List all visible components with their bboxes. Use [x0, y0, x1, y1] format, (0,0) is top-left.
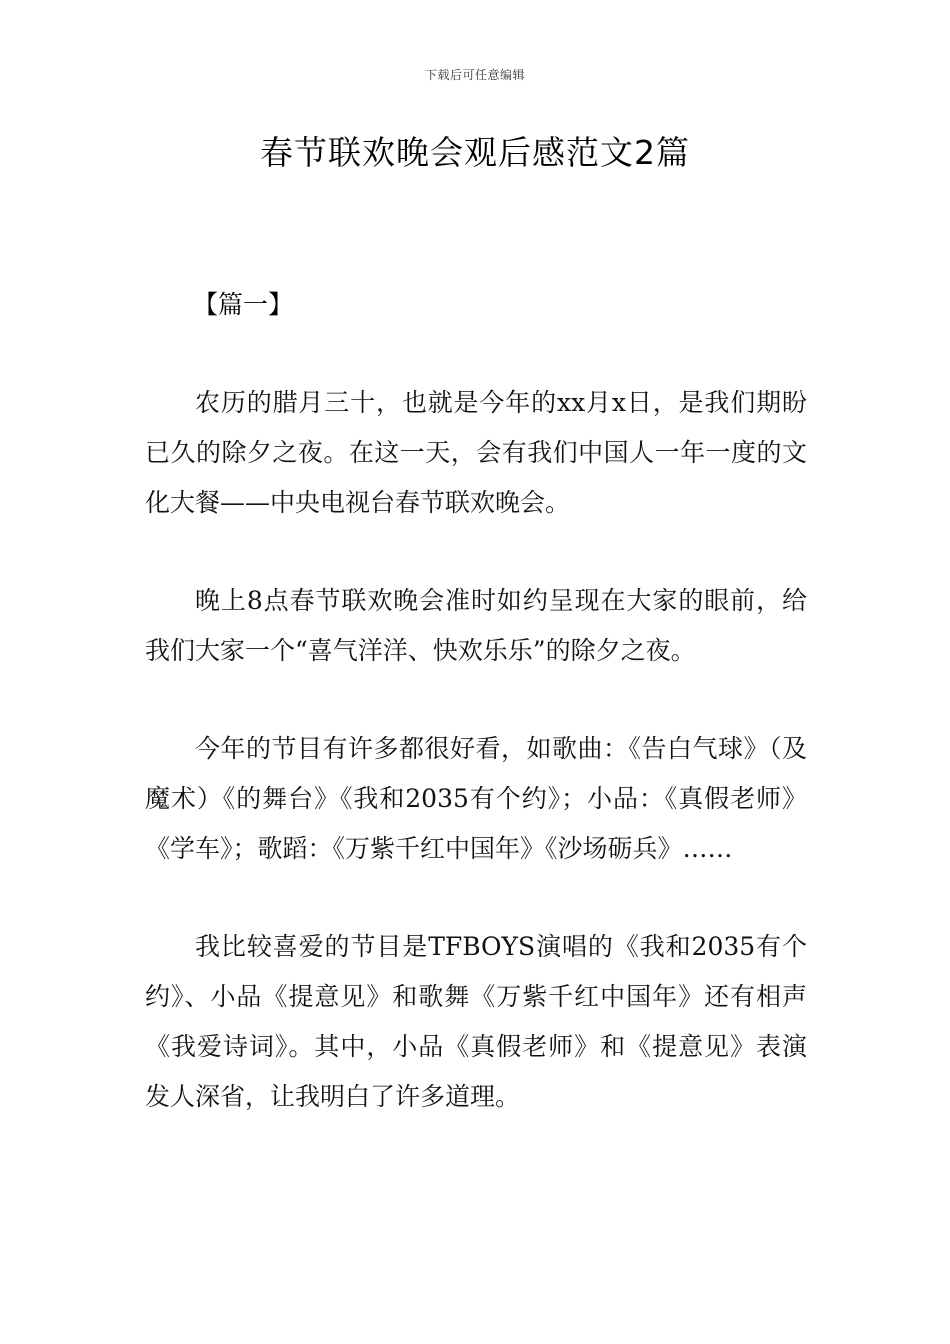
header-note: 下载后可任意编辑	[424, 68, 525, 82]
paragraph-3: 今年的节目有许多都很好看，如歌曲：《告白气球》（及魔术）《的舞台》《我和2035有个约》；小品：《真假老师》《学车》；歌蹈：《万紫千红中国年》《沙场砺兵》……	[145, 734, 807, 863]
document-title: 春节联欢晚会观后感范文2篇	[260, 133, 690, 172]
paragraph-4: 我比较喜爱的节目是TFBOYS演唱的《我和2035有个约》、小品《提意见》和歌舞《万紫千红中国年》还有相声《我爱诗词》。其中，小品《真假老师》和《提意见》表演发人深省，让我明白了许多道理。	[145, 932, 807, 1111]
section-heading: 【篇一】	[193, 290, 294, 319]
paragraph-1: 农历的腊月三十，也就是今年的xx月x日，是我们期盼已久的除夕之夜。在这一天，会有我们中国人一年一度的文化大餐——中央电视台春节联欢晚会。	[145, 388, 807, 517]
document-body	[145, 280, 807, 1170]
paragraph-2: 晚上8点春节联欢晚会准时如约呈现在大家的眼前，给我们大家一个“喜气洋洋、快欢乐乐”的除夕之夜。	[145, 586, 807, 665]
